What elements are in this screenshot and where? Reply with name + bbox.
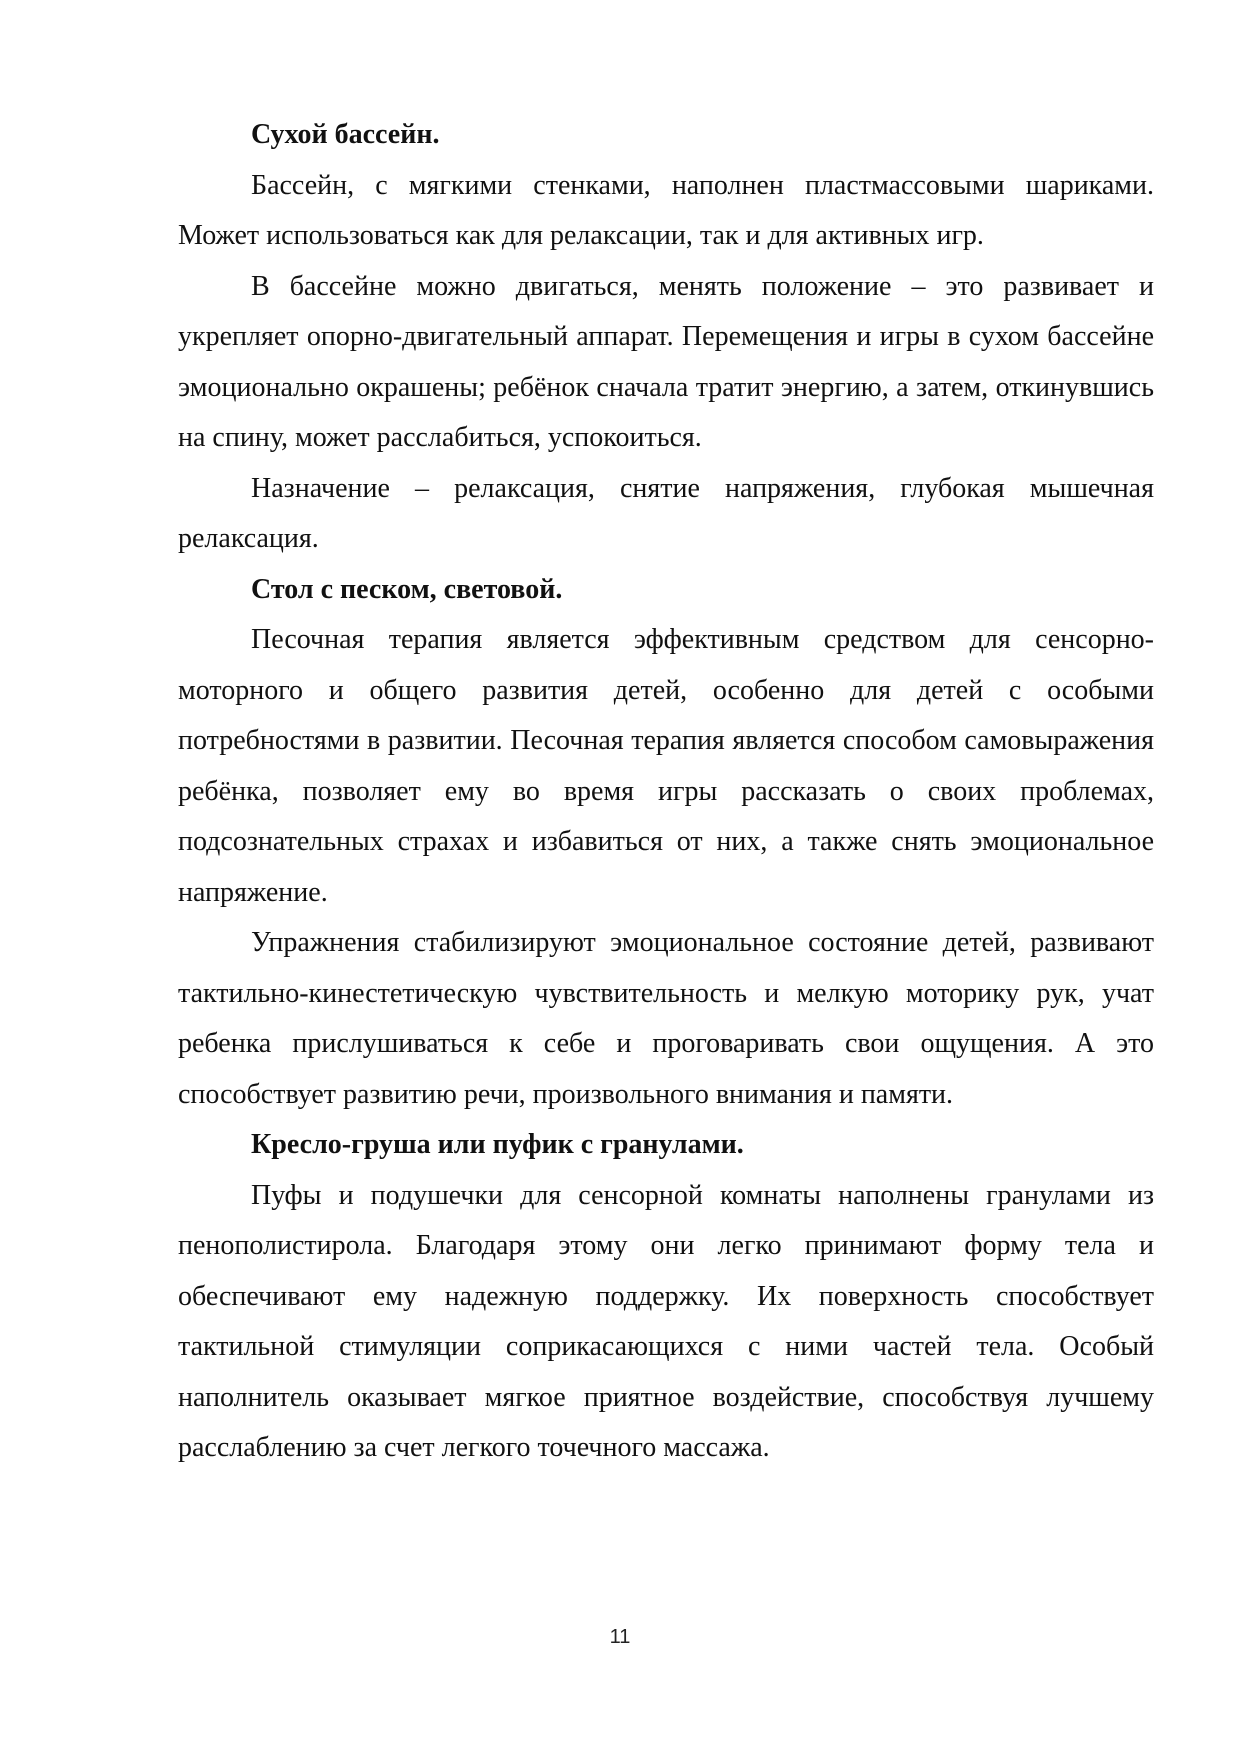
paragraph: В бассейне можно двигаться, менять положение – это развивает и укрепляет опорно-двигательный аппарат. Перемещения и игры в сухом бассейне эмоционально окрашены; ребёнок сначала тратит энергию, а затем, откинувшись на спину, может расслабиться, успокоиться. <box>178 270 1154 453</box>
paragraph: Песочная терапия является эффективным средством для сенсорно-моторного и общего развития детей, особенно для детей с особыми потребностями в развитии. Песочная терапия является способом самовыражения ребёнка, позволяет ему во время игры рассказать о своих проблемах, подсознательных страхах и избавиться от них, а также снять эмоциональное напряжение. <box>178 624 1154 908</box>
page-body <box>178 110 1154 1474</box>
paragraph: Упражнения стабилизируют эмоциональное состояние детей, развивают тактильно-кинестетическую чувствительность и мелкую моторику рук, учат ребенка прислушиваться к себе и проговаривать свои ощущения. А это способствует развитию речи, произвольного внимания и памяти. <box>178 927 1154 1110</box>
page-number: 11 <box>609 1626 631 1648</box>
paragraph: Пуфы и подушечки для сенсорной комнаты наполнены гранулами из пенополистирола. Благодаря этому они легко принимают форму тела и обеспечивают ему надежную поддержку. Их поверхность способствует тактильной стимуляции соприкасающихся с ними частей тела. Особый наполнитель оказывает мягкое приятное воздействие, способствуя лучшему расслаблению за счет легкого точечного массажа. <box>178 1179 1154 1463</box>
section-heading-sand-table: Стол с песком, световой. <box>251 573 563 605</box>
section-heading-bean-bag: Кресло-груша или пуфик с гранулами. <box>251 1129 744 1160</box>
paragraph: Назначение – релаксация, снятие напряжения, глубокая мышечная релаксация. <box>178 472 1154 554</box>
section-heading-dry-pool: Сухой бассейн. <box>251 119 440 150</box>
paragraph: Бассейн, с мягкими стенками, наполнен пластмассовыми шариками. Может использоваться как для релаксации, так и для активных игр. <box>178 169 1154 251</box>
